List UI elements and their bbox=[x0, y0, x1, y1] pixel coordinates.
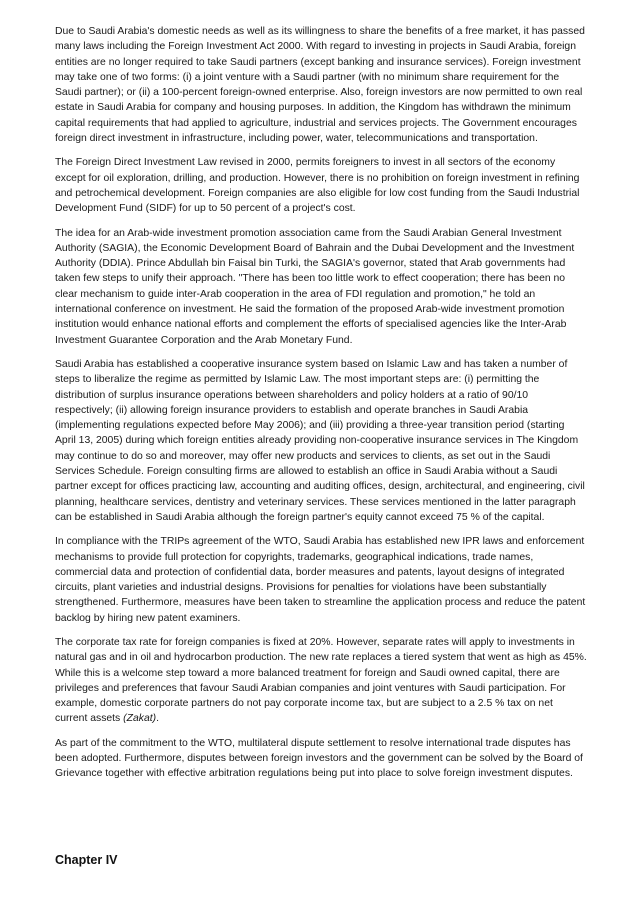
zakat-term: (Zakat) bbox=[123, 713, 157, 725]
chapter-heading: Chapter IV bbox=[55, 853, 118, 867]
document-body bbox=[55, 24, 587, 791]
tax-suffix: . bbox=[156, 713, 159, 725]
tax-text: The corporate tax rate for foreign companies is fixed at 20%. However, separate rates will apply to investments in natural gas and in oil and hydrocarbon production. The new rate replaces a tiered system that went as high as 45%. While this is a welcome step toward a more balanced treatment for foreign and Saudi owned capital, there are privileges and preferences that favour Saudi Arabian companies and joint ventures with Saudi participation. For example, domestic corporate partners do not pay corporate income tax, but are subject to a 2.5 % tax on net current assets bbox=[55, 636, 587, 725]
paragraph-fdi-law: The Foreign Direct Investment Law revised in 2000, permits foreigners to invest in all sectors of the economy except for oil exploration, drilling, and production. However, there is no prohibition on foreign investment in refining and petrochemical development. Foreign companies are also eligible for low cost funding from the Saudi Industrial Development Fund (SIDF) for up to 50 percent of a project's cost. bbox=[55, 157, 580, 215]
paragraph-ipr-laws: In compliance with the TRIPs agreement of the WTO, Saudi Arabia has established new IPR laws and enforcement mechanisms to provide full protection for copyrights, trademarks, geographical indications, trade names, commercial data and protection of confidential data, border measures and patents, layout designs of integrated circuits, plant varieties and industrial designs. Provisions for penalties for violations have been substantially strengthened. Furthermore, measures have been taken to streamline the application process and reduce the patent backlog by hiring new patent examiners. bbox=[55, 536, 586, 624]
paragraph-arab-investment-association: The idea for an Arab-wide investment promotion association came from the Saudi Arabian General Investment Authority (SAGIA), the Economic Development Board of Bahrain and the Dubai Development and the Investment Authority (DDIA). Prince Abdullah bin Faisal bin Turki, the SAGIA's governor, stated that Arab governments had taken few steps to unify their approach. "There has been too little work to effect cooperation; there has been no clear mechanism to guide inter-Arab cooperation in the area of FDI regulation and promotion," he told an international conference on investment. He said the formation of the proposed Arab-wide investment promotion institution would enhance national efforts and complement the efforts of specialised agencies like the Inter-Arab Investment Guarantee Corporation and the Arab Monetary Fund. bbox=[55, 227, 575, 346]
paragraph-insurance-system: Saudi Arabia has established a cooperative insurance system based on Islamic Law and has taken a number of steps to liberalize the regime as permitted by Islamic Law. The most important steps are: (i) permitting the distribution of surplus insurance operations between shareholders and policy holders at a ratio of 90/10 respectively; (ii) allowing foreign insurance providers to establish and operate branches in Saudi Arabia (implementing regulations expected before May 2006); and (iii) providing a three-year transition period (starting April 13, 2005) during which foreign entities already providing non-cooperative insurance services in The Kingdom may continue to do so and moreover, may offer new products and services to clients, as set out in the Saudi Services Schedule. Foreign consulting firms are allowed to establish an office in Saudi Arabia without a Saudi partner except for offices practicing law, accounting and auditing offices, design, architectural, and engineering, civil planning, healthcare services, dentistry and veterinary services. These services mentioned in the latter paragraph can be established in Saudi Arabia although the foreign partner's equity cannot exceed 75 % of the capital. bbox=[55, 358, 585, 523]
paragraph-foreign-investment-act: Due to Saudi Arabia's domestic needs as well as its willingness to share the benefits of a free market, it has passed many laws including the Foreign Investment Act 2000. With regard to investing in projects in Saudi Arabia, foreign entities are no longer required to take Saudi partners (except banking and insurance services). Foreign investment may take one of two forms: (i) a joint venture with a Saudi partner (with no minimum share requirement for the Saudi partner); or (ii) a 100-percent foreign-owned enterprise. Also, foreign investors are now permitted to own real estate in Saudi Arabia for company and housing purposes. In addition, the Kingdom has withdrawn the minimum capital requirements that had applied to agriculture, industrial and services projects. The Government encourages foreign direct investment in infrastructure, including power, water, telecommunications and transportation. bbox=[55, 26, 585, 145]
paragraph-dispute-settlement: As part of the commitment to the WTO, multilateral dispute settlement to resolve international trade disputes has been adopted. Furthermore, disputes between foreign investors and the government can be solved by the Board of Grievance together with effective arbitration regulations being put into place to solve foreign investment disputes. bbox=[55, 737, 583, 780]
paragraph-corporate-tax bbox=[55, 635, 587, 727]
